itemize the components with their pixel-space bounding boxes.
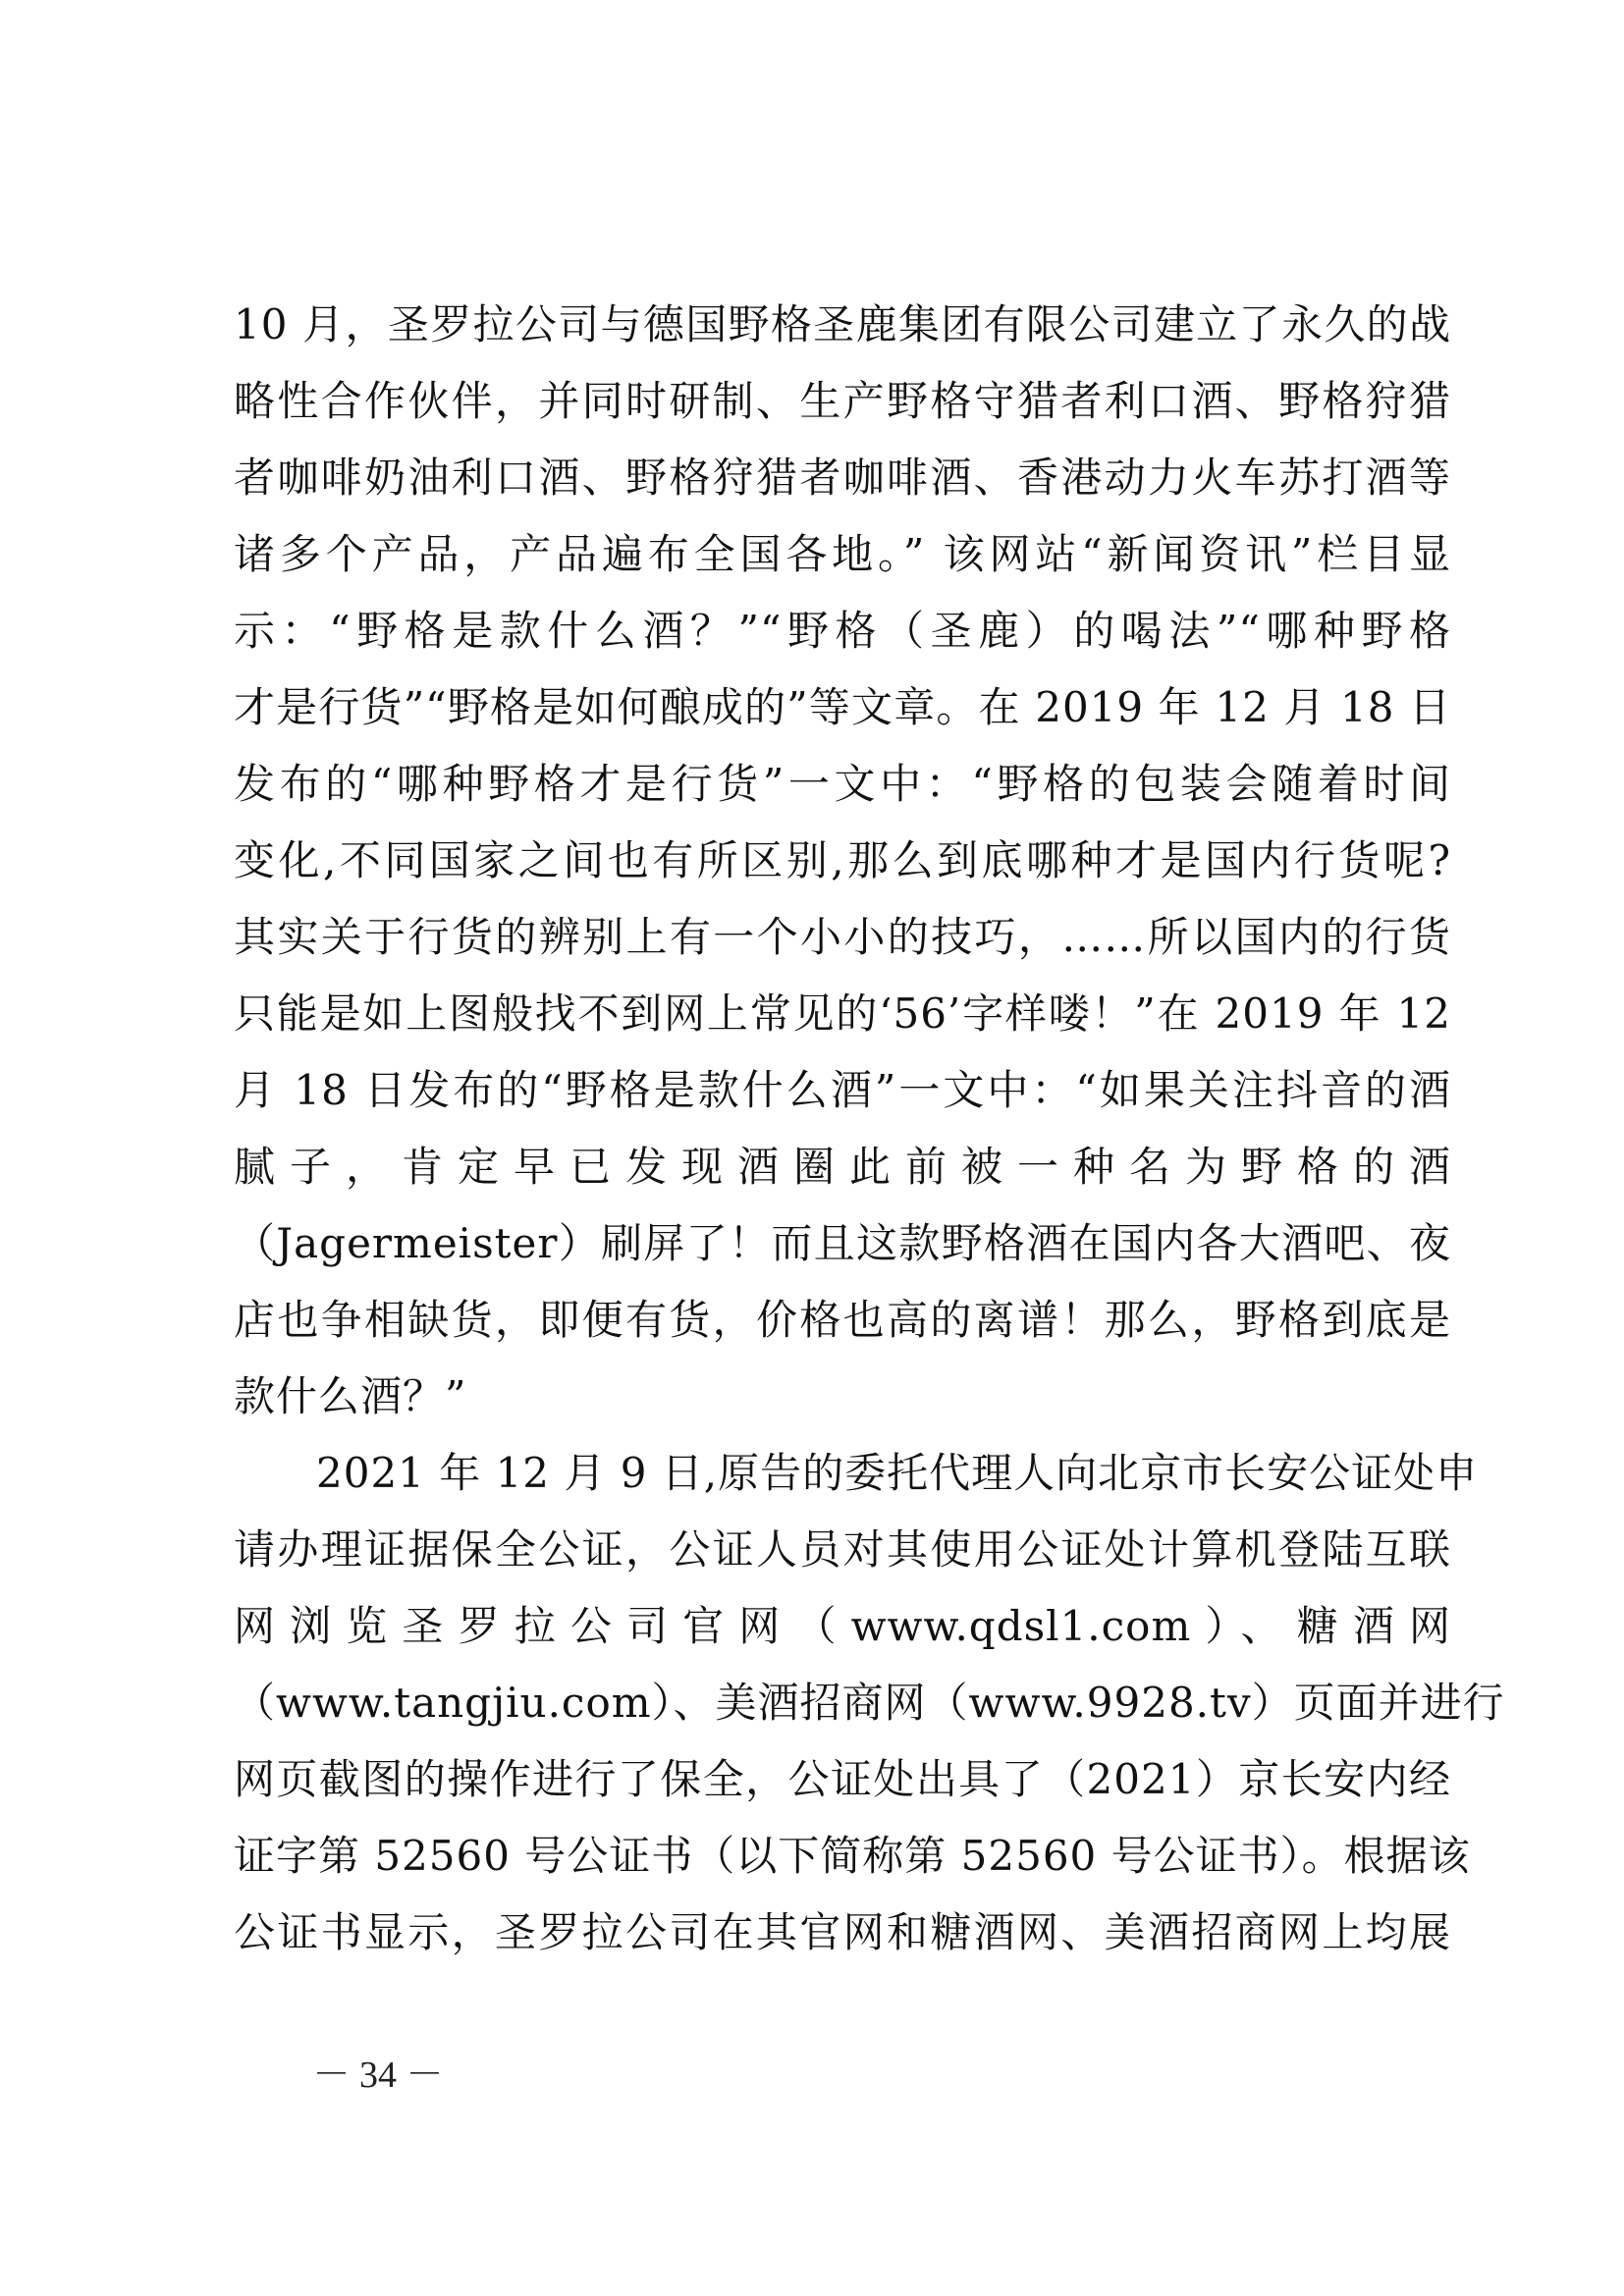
text-line: 月 18 日发布的“野格是款什么酒”一文中：“如果关注抖音的酒 <box>234 1066 1451 1114</box>
text-line: 10 月，圣罗拉公司与德国野格圣鹿集团有限公司建立了永久的战 <box>234 300 1451 348</box>
text-line: 才是行货”“野格是如何酿成的”等文章。在 2019 年 12 月 18 日 <box>234 683 1451 731</box>
text-line: 者咖啡奶油利口酒、野格狩猎者咖啡酒、香港动力火车苏打酒等 <box>234 454 1451 502</box>
text-line: 网浏览圣罗拉公司官网（www.qdsl1.com）、糖酒网 <box>234 1602 1451 1650</box>
paragraph-1 <box>234 287 1451 1435</box>
text-line: 只能是如上图般找不到网上常见的‘56’字样喽！”在 2019 年 12 <box>234 989 1451 1038</box>
body-text <box>234 287 1505 1971</box>
text-line: 2021 年 12 月 9 日,原告的委托代理人向北京市长安公证处申 <box>316 1449 1479 1497</box>
text-line: 变化,不同国家之间也有所区别,那么到底哪种才是国内行货呢? <box>234 836 1451 884</box>
text-line: 略性合作伙伴，并同时研制、生产野格守猎者利口酒、野格狩猎 <box>234 377 1451 425</box>
page-number: － 34 － <box>312 2055 444 2096</box>
paragraph-2 <box>234 1435 1505 1971</box>
text-line: 公证书显示，圣罗拉公司在其官网和糖酒网、美酒招商网上均展 <box>234 1908 1451 1956</box>
text-line: 示：“野格是款什么酒？”“野格（圣鹿）的喝法”“哪种野格 <box>234 607 1451 655</box>
text-line: 店也争相缺货，即便有货，价格也高的离谱！那么，野格到底是 <box>234 1296 1451 1344</box>
text-line: 网页截图的操作进行了保全，公证处出具了（2021）京长安内经 <box>234 1755 1451 1803</box>
text-line: 其实关于行货的辨别上有一个小小的技巧，……所以国内的行货 <box>234 913 1451 961</box>
text-line: （Jagermeister）刷屏了！而且这款野格酒在国内各大酒吧、夜 <box>234 1219 1451 1267</box>
text-line: 请办理证据保全公证，公证人员对其使用公证处计算机登陆互联 <box>234 1525 1451 1574</box>
text-line: 款什么酒？” <box>234 1372 467 1420</box>
text-line: 腻子，肯定早已发现酒圈此前被一种名为野格的酒 <box>234 1143 1451 1191</box>
text-line: 证字第 52560 号公证书（以下简称第 52560 号公证书）。根据该 <box>234 1832 1471 1880</box>
text-line: 发布的“哪种野格才是行货”一文中：“野格的包装会随着时间 <box>234 760 1451 808</box>
text-line: （www.tangjiu.com）、美酒招商网（www.9928.tv）页面并进行 <box>234 1679 1505 1727</box>
text-line: 诸多个产品，产品遍布全国各地。” 该网站“新闻资讯”栏目显 <box>234 530 1451 578</box>
